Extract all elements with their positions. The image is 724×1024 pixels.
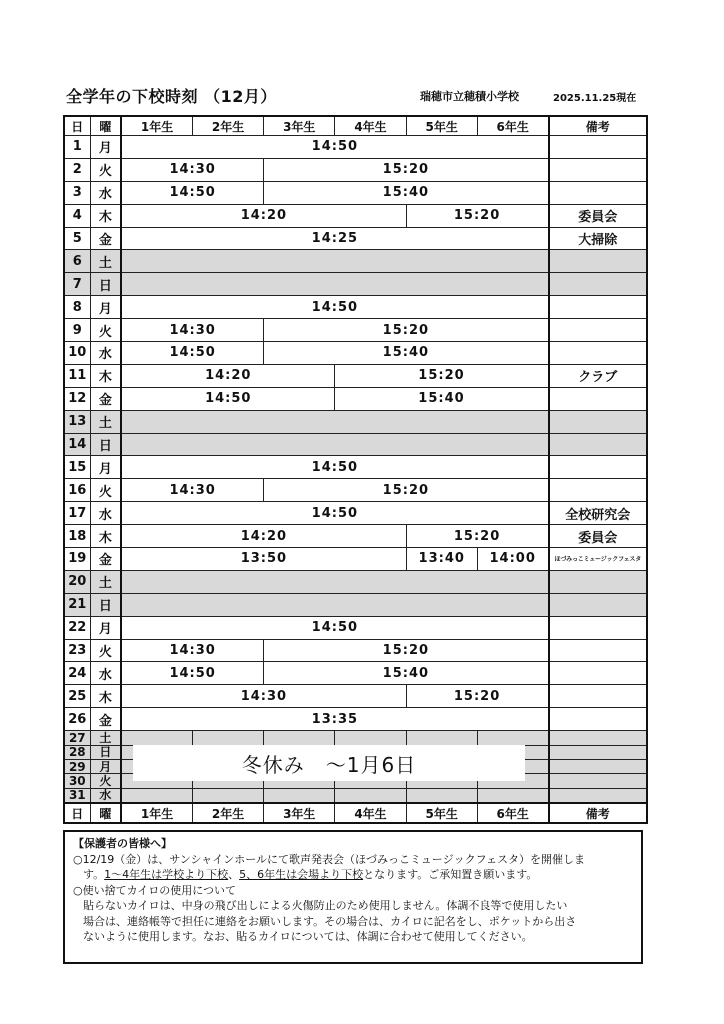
table-row	[64, 204, 647, 227]
table-row	[64, 181, 647, 204]
remarks	[549, 616, 647, 639]
col-header-grade3: 3年生	[264, 116, 335, 136]
remarks	[549, 685, 647, 708]
notice-item1-line1: ○12/19（金）は、サンシャインホールにて歌声発表会（ほづみっこミュージックフェスタ）を開催しま	[73, 852, 586, 866]
dismissal-time: 14:50	[121, 616, 548, 639]
day-number: 13	[64, 410, 90, 433]
dismissal-time: 14:50	[121, 456, 548, 479]
dismissal-time: 14:20	[121, 204, 406, 227]
weekday: 金	[90, 387, 121, 410]
weekday: 金	[90, 227, 121, 250]
weekday: 金	[90, 548, 121, 571]
table-row	[64, 136, 647, 159]
remarks: クラブ	[549, 364, 647, 387]
weekday: 水	[90, 788, 121, 803]
remarks	[549, 788, 647, 803]
notice-item1-line2	[73, 867, 641, 883]
remarks	[549, 479, 647, 502]
notice-text: 、	[228, 868, 240, 881]
weekday: 日	[90, 433, 121, 456]
remarks	[549, 593, 647, 616]
remarks: 委員会	[549, 525, 647, 548]
day-number: 5	[64, 227, 90, 250]
dismissal-time: 14:50	[121, 342, 263, 365]
day-number: 26	[64, 708, 90, 731]
col-header-grade1: 1年生	[121, 116, 192, 136]
day-number: 24	[64, 662, 90, 685]
dismissal-time: 14:50	[121, 387, 335, 410]
notice-underlined-grades-1-4: 1～4年生は学校より下校	[104, 868, 229, 881]
footer-header-row	[64, 803, 647, 823]
col-footer-remarks: 備考	[549, 803, 647, 823]
weekday: 水	[90, 342, 121, 365]
table-row	[64, 433, 647, 456]
col-footer-grade2: 2年生	[192, 803, 263, 823]
holiday-cell	[121, 788, 192, 803]
col-header-remarks: 備考	[549, 116, 647, 136]
weekday: 木	[90, 204, 121, 227]
day-number: 9	[64, 319, 90, 342]
day-number: 14	[64, 433, 90, 456]
remarks: 大掃除	[549, 227, 647, 250]
table-row	[64, 387, 647, 410]
remarks: ほづみっこミュージックフェスタ	[549, 548, 647, 571]
holiday-cell	[335, 788, 406, 803]
remarks	[549, 296, 647, 319]
day-number: 4	[64, 204, 90, 227]
remarks	[549, 570, 647, 593]
as-of-date: 2025.11.25現在	[553, 93, 637, 104]
weekday: 木	[90, 525, 121, 548]
remarks	[549, 662, 647, 685]
col-header-grade2: 2年生	[192, 116, 263, 136]
dismissal-time: 15:20	[264, 319, 549, 342]
dismissal-time: 15:20	[406, 204, 548, 227]
dismissal-time: 14:50	[121, 296, 548, 319]
remarks	[549, 433, 647, 456]
day-number: 18	[64, 525, 90, 548]
weekday: 日	[90, 273, 121, 296]
table-row	[64, 227, 647, 250]
dismissal-time: 15:40	[264, 342, 549, 365]
weekday: 水	[90, 502, 121, 525]
table-row	[64, 570, 647, 593]
col-footer-grade1: 1年生	[121, 803, 192, 823]
day-number: 2	[64, 158, 90, 181]
day-number: 22	[64, 616, 90, 639]
holiday-cell	[192, 731, 263, 745]
holiday-cell	[264, 788, 335, 803]
table-row	[64, 158, 647, 181]
table-row	[64, 548, 647, 571]
dismissal-time: 15:20	[335, 364, 549, 387]
dismissal-time: 13:50	[121, 548, 406, 571]
weekday: 月	[90, 136, 121, 159]
weekday: 月	[90, 296, 121, 319]
page-title: 全学年の下校時刻 （12月）	[66, 87, 277, 106]
remarks: 全校研究会	[549, 502, 647, 525]
day-number: 28	[64, 745, 90, 759]
day-number: 15	[64, 456, 90, 479]
table-row	[64, 456, 647, 479]
dismissal-time: 15:40	[264, 181, 549, 204]
remarks	[549, 774, 647, 788]
table-row	[64, 319, 647, 342]
col-footer-grade3: 3年生	[264, 803, 335, 823]
day-number: 21	[64, 593, 90, 616]
dismissal-schedule-table	[63, 115, 648, 824]
weekday: 火	[90, 319, 121, 342]
table-row	[64, 708, 647, 731]
day-number: 3	[64, 181, 90, 204]
col-footer-weekday: 曜	[90, 803, 121, 823]
weekday: 日	[90, 593, 121, 616]
weekday: 火	[90, 479, 121, 502]
day-number: 29	[64, 759, 90, 773]
holiday-row	[64, 731, 647, 745]
table-row	[64, 410, 647, 433]
notice-text: となります。ご承知置き願います。	[363, 868, 538, 881]
dismissal-time	[121, 593, 548, 616]
day-number: 1	[64, 136, 90, 159]
day-number: 6	[64, 250, 90, 273]
dismissal-time: 13:35	[121, 708, 548, 731]
table-row	[64, 616, 647, 639]
day-number: 27	[64, 731, 90, 745]
winter-break-banner: 冬休み ～1月6日	[133, 745, 525, 781]
dismissal-time: 14:20	[121, 525, 406, 548]
holiday-cell	[192, 788, 263, 803]
dismissal-time	[121, 250, 548, 273]
day-number: 23	[64, 639, 90, 662]
day-number: 11	[64, 364, 90, 387]
parent-notice-box	[63, 830, 643, 964]
col-footer-grade5: 5年生	[406, 803, 477, 823]
dismissal-time: 15:20	[264, 479, 549, 502]
holiday-cell	[477, 731, 548, 745]
notice-underlined-grades-5-6: 5、6年生は会場より下校	[239, 868, 364, 881]
dismissal-time: 14:50	[121, 181, 263, 204]
holiday-cell	[406, 788, 477, 803]
weekday: 木	[90, 685, 121, 708]
remarks	[549, 158, 647, 181]
remarks	[549, 250, 647, 273]
table-row	[64, 479, 647, 502]
col-header-grade6: 6年生	[477, 116, 548, 136]
table-row	[64, 662, 647, 685]
weekday: 日	[90, 745, 121, 759]
day-number: 8	[64, 296, 90, 319]
day-number: 10	[64, 342, 90, 365]
day-number: 7	[64, 273, 90, 296]
school-name: 瑞穂市立穂積小学校	[420, 90, 519, 103]
holiday-cell	[406, 731, 477, 745]
dismissal-time: 14:30	[121, 479, 263, 502]
dismissal-time: 15:20	[264, 639, 549, 662]
day-number: 25	[64, 685, 90, 708]
remarks	[549, 759, 647, 773]
col-footer-grade6: 6年生	[477, 803, 548, 823]
weekday: 月	[90, 616, 121, 639]
dismissal-time: 14:30	[121, 685, 406, 708]
holiday-cell	[121, 731, 192, 745]
notice-item2-heading: ○使い捨てカイロの使用について	[73, 883, 237, 897]
weekday: 火	[90, 639, 121, 662]
weekday: 水	[90, 662, 121, 685]
weekday: 月	[90, 759, 121, 773]
remarks	[549, 708, 647, 731]
col-header-day: 日	[64, 116, 90, 136]
day-number: 20	[64, 570, 90, 593]
remarks	[549, 136, 647, 159]
holiday-cell	[335, 731, 406, 745]
weekday: 月	[90, 456, 121, 479]
table-row	[64, 525, 647, 548]
col-header-grade4: 4年生	[335, 116, 406, 136]
remarks	[549, 745, 647, 759]
dismissal-time	[121, 433, 548, 456]
remarks	[549, 639, 647, 662]
table-row	[64, 502, 647, 525]
table-row	[64, 342, 647, 365]
col-footer-day: 日	[64, 803, 90, 823]
day-number: 12	[64, 387, 90, 410]
remarks	[549, 181, 647, 204]
table-row	[64, 296, 647, 319]
dismissal-time: 14:50	[121, 662, 263, 685]
dismissal-time: 13:40	[406, 548, 477, 571]
dismissal-time: 14:50	[121, 136, 548, 159]
dismissal-time: 15:40	[264, 662, 549, 685]
remarks	[549, 456, 647, 479]
holiday-cell	[477, 788, 548, 803]
notice-text: す。	[83, 868, 105, 881]
notice-heading: 【保護者の皆様へ】	[73, 837, 172, 850]
holiday-cell	[264, 731, 335, 745]
notice-item2-line3: ないように使用します。なお、貼るカイロについては、体調に合わせて使用してください。	[83, 930, 533, 943]
dismissal-time: 14:50	[121, 502, 548, 525]
holiday-row	[64, 788, 647, 803]
dismissal-time: 15:40	[335, 387, 549, 410]
remarks	[549, 273, 647, 296]
dismissal-time: 14:30	[121, 319, 263, 342]
weekday: 火	[90, 774, 121, 788]
dismissal-time: 15:20	[406, 525, 548, 548]
table-row	[64, 250, 647, 273]
weekday: 火	[90, 158, 121, 181]
day-number: 19	[64, 548, 90, 571]
day-number: 30	[64, 774, 90, 788]
dismissal-time: 14:30	[121, 639, 263, 662]
remarks	[549, 731, 647, 745]
table-row	[64, 364, 647, 387]
col-footer-grade4: 4年生	[335, 803, 406, 823]
dismissal-time: 15:20	[406, 685, 548, 708]
dismissal-time: 14:00	[477, 548, 548, 571]
notice-item2-line1: 貼らないカイロは、中身の飛び出しによる火傷防止のため使用しません。体調不良等で使用したい	[83, 899, 568, 912]
weekday: 土	[90, 410, 121, 433]
remarks	[549, 342, 647, 365]
weekday: 土	[90, 570, 121, 593]
schedule-body	[64, 136, 647, 731]
weekday: 木	[90, 364, 121, 387]
dismissal-time: 14:30	[121, 158, 263, 181]
dismissal-time	[121, 273, 548, 296]
dismissal-time	[121, 570, 548, 593]
weekday: 金	[90, 708, 121, 731]
remarks	[549, 387, 647, 410]
weekday: 土	[90, 250, 121, 273]
col-header-grade5: 5年生	[406, 116, 477, 136]
weekday: 水	[90, 181, 121, 204]
table-row	[64, 685, 647, 708]
notice-item2-line2: 場合は、連絡帳等で担任に連絡をお願いします。その場合は、カイロに記名をし、ポケットから出さ	[83, 914, 577, 928]
header-row	[64, 116, 647, 136]
table-row	[64, 639, 647, 662]
day-number: 16	[64, 479, 90, 502]
table-row	[64, 273, 647, 296]
remarks	[549, 319, 647, 342]
remarks	[549, 410, 647, 433]
day-number: 17	[64, 502, 90, 525]
table-row	[64, 593, 647, 616]
weekday: 土	[90, 731, 121, 745]
dismissal-time: 14:25	[121, 227, 548, 250]
dismissal-time	[121, 410, 548, 433]
day-number: 31	[64, 788, 90, 803]
dismissal-time: 14:20	[121, 364, 335, 387]
dismissal-time: 15:20	[264, 158, 549, 181]
col-header-weekday: 曜	[90, 116, 121, 136]
remarks: 委員会	[549, 204, 647, 227]
